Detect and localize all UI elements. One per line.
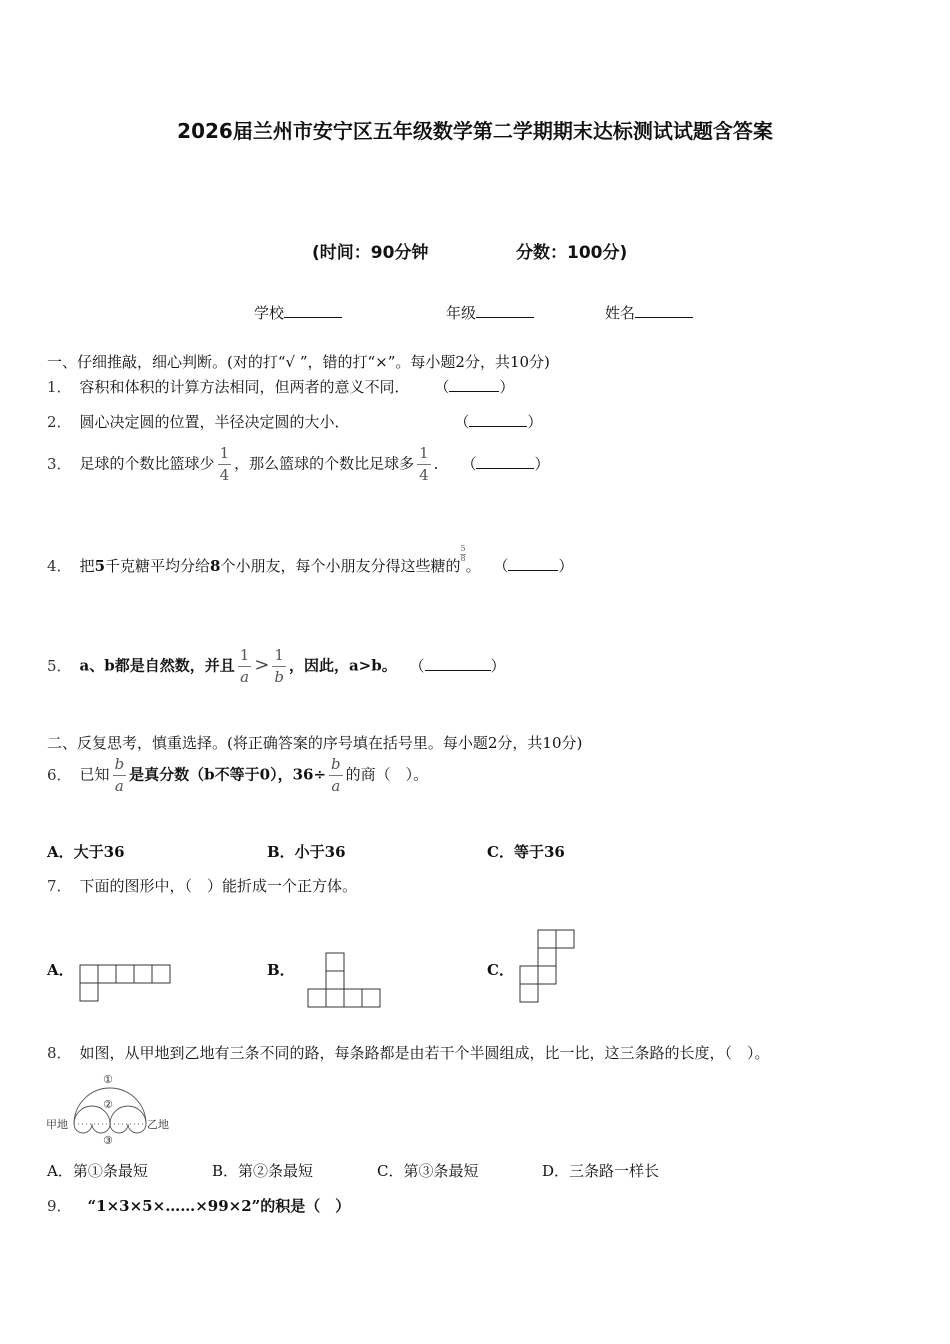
question-5 <box>47 648 506 685</box>
answer-paren[interactable]: （ ） <box>454 413 543 431</box>
score-info: 分数：100分) <box>516 243 628 263</box>
fraction-one-fourth: $\frac{1}{4}$ <box>419 444 429 484</box>
question-number: 7． <box>47 877 72 895</box>
question-text: 。 <box>465 557 481 575</box>
question-4 <box>47 545 573 576</box>
question-6 <box>47 757 428 794</box>
question-text: 的商（ ）。 <box>345 765 429 784</box>
fraction-one-over-a: $\frac{1}{a}$ <box>239 646 250 686</box>
option-a[interactable]: A．第①条最短 <box>47 1162 148 1180</box>
school-label: 学校 <box>254 304 285 322</box>
option-a[interactable]: A．大于36 <box>47 843 125 861</box>
answer-paren[interactable]: （ ） <box>493 557 574 575</box>
question-text: 把 <box>79 557 95 575</box>
question-text: “1×3×5×……×99×2”的积是（ ） <box>87 1197 351 1215</box>
cube-net-c-figure <box>518 928 578 1006</box>
section2-heading: 二、反复思考，慎重选择。(将正确答案的序号填在括号里。每小题2分，共10分) <box>47 734 583 752</box>
option-a-label[interactable]: A． <box>47 961 74 979</box>
question-number: 5． <box>47 656 72 675</box>
grade-field <box>446 302 534 323</box>
semicircle-routes-figure <box>46 1070 176 1148</box>
question-number: 6． <box>47 765 72 784</box>
question-number: 8． <box>47 1044 72 1062</box>
question-text: ，因此，a>b。 <box>288 656 397 675</box>
fraction-one-fourth: $\frac{1}{4}$ <box>219 444 230 484</box>
question-3 <box>47 446 550 483</box>
option-b[interactable]: B．小于36 <box>267 843 346 861</box>
grade-blank[interactable] <box>476 303 534 318</box>
question-number: 9． <box>47 1197 72 1215</box>
route-3-label: ③ <box>103 1134 113 1147</box>
route-1-label: ① <box>103 1073 113 1086</box>
name-label: 姓名 <box>605 304 636 322</box>
answer-paren[interactable]: （ ） <box>461 454 550 473</box>
question-text: a、b都是自然数，并且 <box>79 656 235 675</box>
option-c-label[interactable]: C． <box>487 961 514 979</box>
option-b[interactable]: B．第②条最短 <box>212 1162 314 1180</box>
school-blank[interactable] <box>284 303 342 318</box>
option-d[interactable]: D．三条路一样长 <box>542 1162 660 1180</box>
question-text: 是真分数（b不等于0），36÷ <box>129 765 327 784</box>
question-text: 如图，从甲地到乙地有三条不同的路，每条路都是由若干个半圆组成，比一比，这三条路的长度，（ ）。 <box>79 1044 770 1062</box>
question-2 <box>47 411 542 432</box>
time-info: (时间：90分钟 <box>312 243 429 263</box>
question-text: 千克糖平均分给 <box>105 557 211 575</box>
question-number: 4． <box>47 557 72 575</box>
document-title: 2026届兰州市安宁区五年级数学第二学期期末达标测试试题含答案 <box>177 119 773 143</box>
question-1 <box>47 376 514 397</box>
question-number: 2． <box>47 413 72 431</box>
name-blank[interactable] <box>635 303 693 318</box>
question-number: 3． <box>47 454 72 473</box>
question-text: 下面的图形中，（ ）能折成一个正方体。 <box>79 877 358 895</box>
question-text: 个小朋友，每个小朋友分得这些糖的 <box>220 557 461 575</box>
question-7 <box>47 875 357 896</box>
answer-paren[interactable]: （ ） <box>409 656 506 675</box>
question-8 <box>47 1042 770 1063</box>
fraction-b-over-a: $\frac{b}{a}$ <box>114 755 125 795</box>
start-label: 甲地 <box>46 1119 68 1131</box>
fraction-five-eighths: $\frac{5}{8}$ <box>460 544 466 563</box>
question-text: 圆心决定圆的位置，半径决定圆的大小． <box>79 413 350 431</box>
question-number: 1． <box>47 378 72 396</box>
option-b-label[interactable]: B． <box>267 961 295 979</box>
question-text: 已知 <box>79 765 110 784</box>
cube-net-a-figure <box>78 963 174 1003</box>
cube-net-b-figure <box>306 951 384 1009</box>
school-field <box>254 302 342 323</box>
question-text: ，那么篮球的个数比足球多 <box>234 454 415 473</box>
option-c[interactable]: C．第③条最短 <box>377 1162 479 1180</box>
option-c[interactable]: C．等于36 <box>487 843 565 861</box>
number-value: 5 <box>94 557 105 575</box>
route-2-label: ② <box>103 1098 113 1111</box>
section1-heading: 一、仔细推敲，细心判断。(对的打“√ ”，错的打“×”。每小题2分，共10分) <box>47 353 550 371</box>
number-value: 8 <box>210 557 221 575</box>
end-label: 乙地 <box>147 1119 169 1131</box>
question-9 <box>47 1195 350 1216</box>
answer-paren[interactable]: （ ） <box>434 378 515 396</box>
greater-than-sign: > <box>254 654 270 676</box>
question-text: 足球的个数比篮球少 <box>79 454 215 473</box>
fraction-b-over-a: $\frac{b}{a}$ <box>331 755 341 795</box>
name-field <box>605 302 693 323</box>
question-text: ． <box>433 454 449 473</box>
question-text: 容积和体积的计算方法相同，但两者的意义不同． <box>79 378 410 396</box>
grade-label: 年级 <box>446 304 477 322</box>
fraction-one-over-b: $\frac{1}{b}$ <box>274 646 284 686</box>
